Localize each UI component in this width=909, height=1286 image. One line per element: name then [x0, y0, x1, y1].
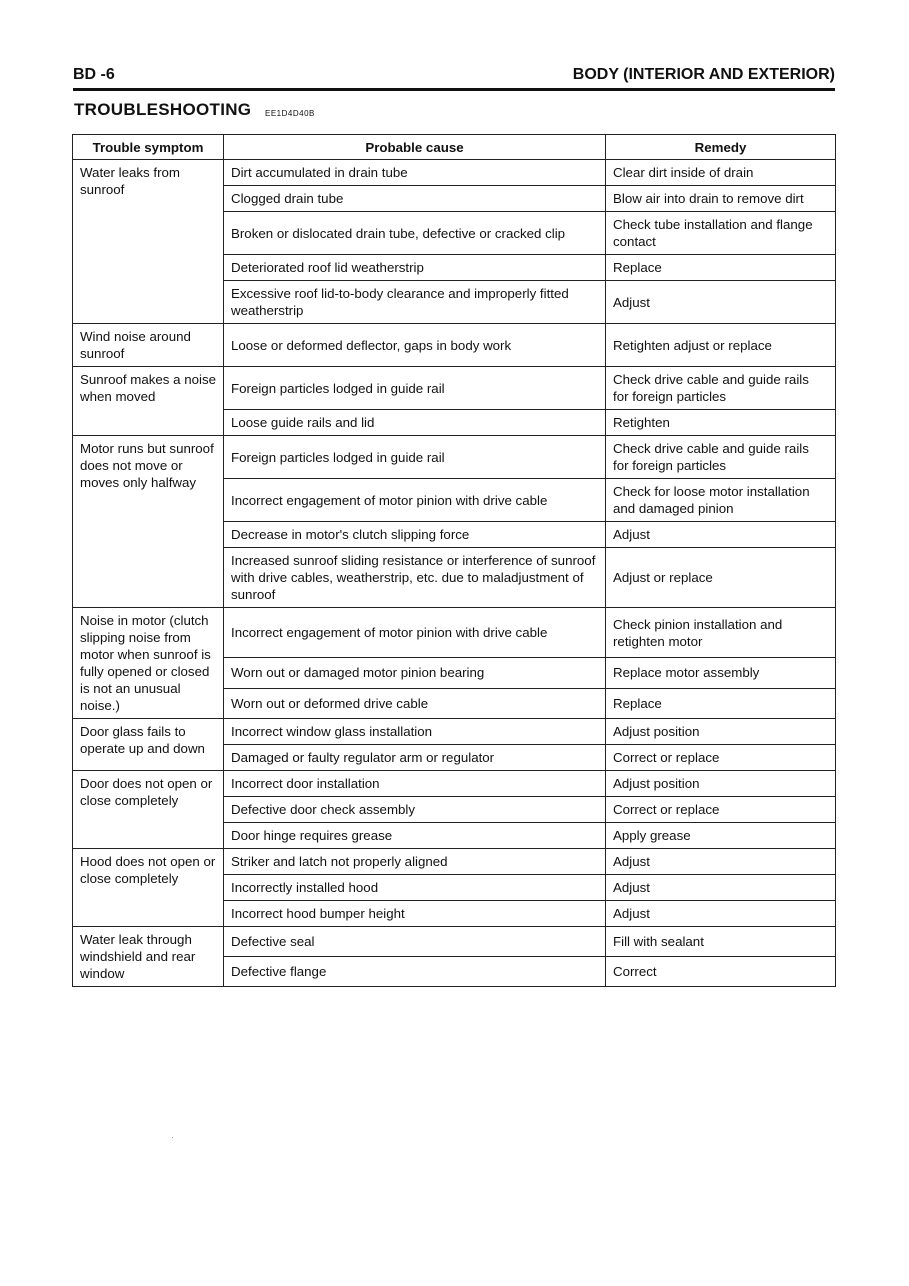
- probable-cause-cell: Deteriorated roof lid weatherstrip: [224, 255, 606, 281]
- remedy-cell: Check for loose motor installation and damaged pinion: [606, 479, 836, 522]
- probable-cause-cell: Decrease in motor's clutch slipping force: [224, 522, 606, 548]
- chapter-title: BODY (INTERIOR AND EXTERIOR): [572, 66, 835, 83]
- table-row: [73, 436, 836, 479]
- remedy-cell: Correct or replace: [606, 797, 836, 823]
- remedy-cell: Adjust: [606, 522, 836, 548]
- trouble-symptom-cell: Motor runs but sunroof does not move or moves only halfway: [73, 436, 224, 608]
- troubleshooting-table: [72, 134, 836, 987]
- table-row: [73, 367, 836, 410]
- remedy-cell: Check drive cable and guide rails for foreign particles: [606, 367, 836, 410]
- remedy-cell: Apply grease: [606, 823, 836, 849]
- page-number: BD -6: [73, 66, 115, 83]
- probable-cause-cell: Increased sunroof sliding resistance or interference of sunroof with drive cables, weatherstrip, etc. due to maladjustment of sunroof: [224, 548, 606, 608]
- table-row: [73, 324, 836, 367]
- probable-cause-cell: Incorrect engagement of motor pinion with drive cable: [224, 608, 606, 658]
- trouble-symptom-cell: Door glass fails to operate up and down: [73, 719, 224, 771]
- remedy-cell: Replace: [606, 255, 836, 281]
- table-row: [73, 608, 836, 658]
- remedy-cell: Clear dirt inside of drain: [606, 160, 836, 186]
- column-header-remedy: Remedy: [606, 135, 836, 160]
- probable-cause-cell: Incorrect window glass installation: [224, 719, 606, 745]
- trouble-symptom-cell: Noise in motor (clutch slipping noise from motor when sunroof is fully opened or closed is not an unusual noise.): [73, 608, 224, 719]
- remedy-cell: Fill with sealant: [606, 927, 836, 957]
- trouble-symptom-cell: Door does not open or close completely: [73, 771, 224, 849]
- remedy-cell: Replace motor assembly: [606, 658, 836, 688]
- probable-cause-cell: Defective seal: [224, 927, 606, 957]
- table-row: [73, 927, 836, 957]
- remedy-cell: Adjust: [606, 281, 836, 324]
- remedy-cell: Correct: [606, 957, 836, 987]
- probable-cause-cell: Door hinge requires grease: [224, 823, 606, 849]
- table-body: [73, 160, 836, 987]
- remedy-cell: Adjust: [606, 849, 836, 875]
- remedy-cell: Adjust: [606, 875, 836, 901]
- page-header: [73, 66, 835, 88]
- remedy-cell: Retighten: [606, 410, 836, 436]
- scan-speck: [172, 1137, 173, 1138]
- probable-cause-cell: Excessive roof lid-to-body clearance and improperly fitted weatherstrip: [224, 281, 606, 324]
- probable-cause-cell: Broken or dislocated drain tube, defective or cracked clip: [224, 212, 606, 255]
- probable-cause-cell: Foreign particles lodged in guide rail: [224, 436, 606, 479]
- probable-cause-cell: Dirt accumulated in drain tube: [224, 160, 606, 186]
- table-row: [73, 771, 836, 797]
- header-rule: [73, 88, 835, 91]
- table-row: [73, 849, 836, 875]
- probable-cause-cell: Incorrectly installed hood: [224, 875, 606, 901]
- section-title: TROUBLESHOOTING: [74, 100, 252, 119]
- remedy-cell: Replace: [606, 688, 836, 718]
- probable-cause-cell: Defective door check assembly: [224, 797, 606, 823]
- trouble-symptom-cell: Water leaks from sunroof: [73, 160, 224, 324]
- probable-cause-cell: Foreign particles lodged in guide rail: [224, 367, 606, 410]
- remedy-cell: Check tube installation and flange contact: [606, 212, 836, 255]
- column-header-cause: Probable cause: [224, 135, 606, 160]
- probable-cause-cell: Incorrect hood bumper height: [224, 901, 606, 927]
- probable-cause-cell: Defective flange: [224, 957, 606, 987]
- remedy-cell: Adjust position: [606, 719, 836, 745]
- table-row: [73, 719, 836, 745]
- trouble-symptom-cell: Hood does not open or close completely: [73, 849, 224, 927]
- remedy-cell: Adjust: [606, 901, 836, 927]
- probable-cause-cell: Loose guide rails and lid: [224, 410, 606, 436]
- remedy-cell: Correct or replace: [606, 745, 836, 771]
- probable-cause-cell: Damaged or faulty regulator arm or regulator: [224, 745, 606, 771]
- remedy-cell: Retighten adjust or replace: [606, 324, 836, 367]
- trouble-symptom-cell: Sunroof makes a noise when moved: [73, 367, 224, 436]
- probable-cause-cell: Incorrect engagement of motor pinion with drive cable: [224, 479, 606, 522]
- probable-cause-cell: Loose or deformed deflector, gaps in body work: [224, 324, 606, 367]
- trouble-symptom-cell: Water leak through windshield and rear window: [73, 927, 224, 987]
- table-row: [73, 160, 836, 186]
- remedy-cell: Adjust position: [606, 771, 836, 797]
- probable-cause-cell: Worn out or deformed drive cable: [224, 688, 606, 718]
- table-header-row: [73, 135, 836, 160]
- remedy-cell: Check pinion installation and retighten motor: [606, 608, 836, 658]
- trouble-symptom-cell: Wind noise around sunroof: [73, 324, 224, 367]
- probable-cause-cell: Incorrect door installation: [224, 771, 606, 797]
- column-header-symptom: Trouble symptom: [73, 135, 224, 160]
- remedy-cell: Adjust or replace: [606, 548, 836, 608]
- probable-cause-cell: Clogged drain tube: [224, 186, 606, 212]
- remedy-cell: Check drive cable and guide rails for foreign particles: [606, 436, 836, 479]
- probable-cause-cell: Striker and latch not properly aligned: [224, 849, 606, 875]
- remedy-cell: Blow air into drain to remove dirt: [606, 186, 836, 212]
- probable-cause-cell: Worn out or damaged motor pinion bearing: [224, 658, 606, 688]
- section-code: EE1D4D40B: [265, 109, 315, 118]
